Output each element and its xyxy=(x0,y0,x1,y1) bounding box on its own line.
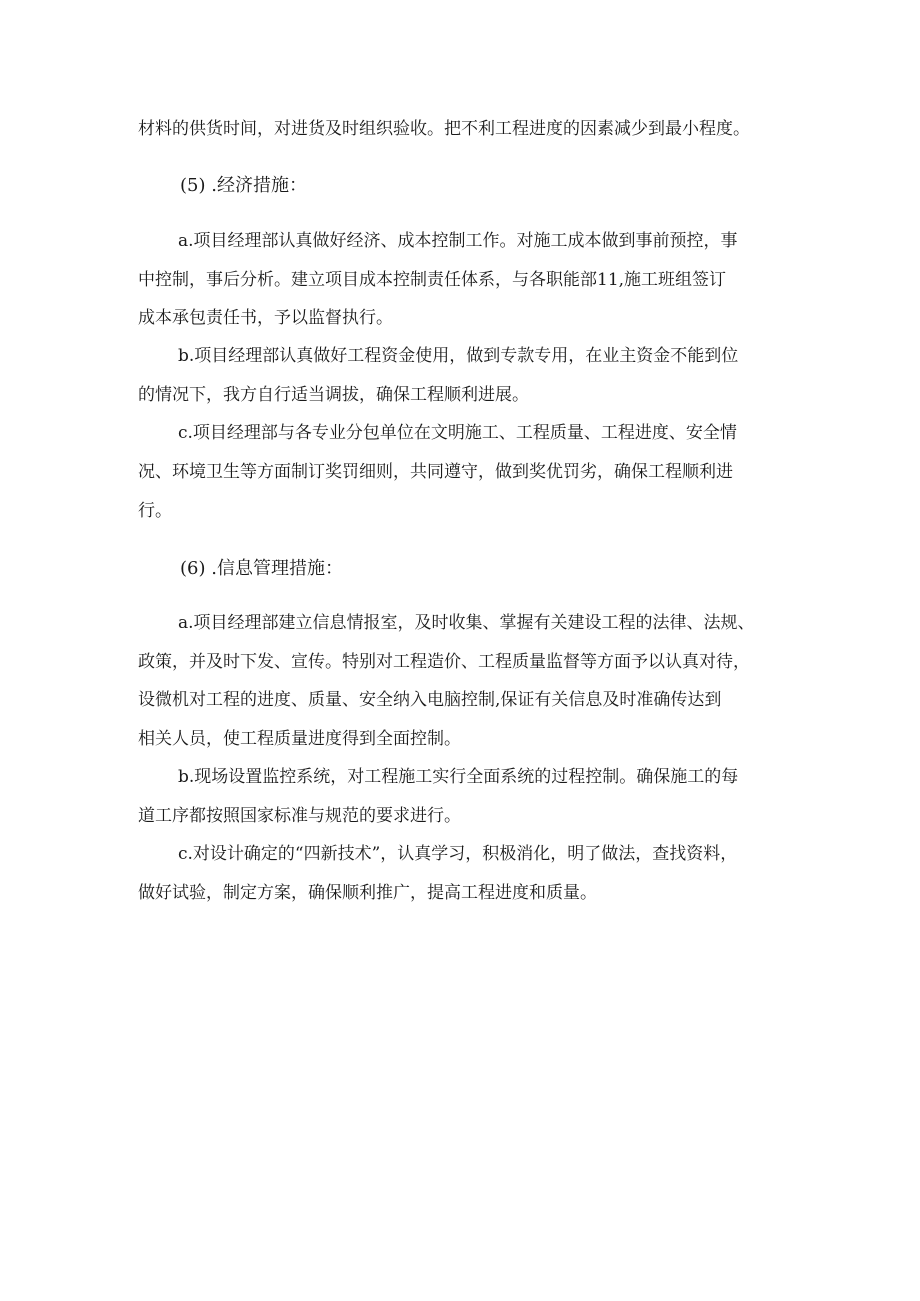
paragraph-line: 中控制，事后分析。建立项目成本控制责任体系，与各职能部11,施工班组签订 xyxy=(138,270,727,290)
paragraph-line: 的情况下，我方自行适当调拔，确保工程顺利进展。 xyxy=(138,385,529,405)
paragraph-line: a.项目经理部认真做好经济、成本控制工作。对施工成本做到事前预控，事 xyxy=(178,231,738,251)
paragraph-line: b.项目经理部认真做好工程资金使用，做到专款专用，在业主资金不能到位 xyxy=(178,346,739,366)
paragraph-line: 况、环境卫生等方面制订奖罚细则，共同遵守，做到奖优罚劣，确保工程顺利进 xyxy=(138,462,733,482)
paragraph-line: 道工序都按照国家标准与规范的要求进行。 xyxy=(138,806,461,826)
paragraph-line: 做好试验，制定方案，确保顺利推广，提高工程进度和质量。 xyxy=(138,883,597,903)
paragraph-line: c.项目经理部与各专业分包单位在文明施工、工程质量、工程进度、安全情 xyxy=(178,423,737,443)
section-heading: (6) .信息管理措施： xyxy=(180,558,343,579)
paragraph-line: 相关人员，使工程质量进度得到全面控制。 xyxy=(138,729,461,749)
paragraph-line: 设微机对工程的进度、质量、安全纳入电脑控制,保证有关信息及时准确传达到 xyxy=(138,690,722,710)
paragraph-line: 政策，并及时下发、宣传。特别对工程造价、工程质量监督等方面予以认真对待， xyxy=(138,652,750,672)
paragraph-line: 行。 xyxy=(138,501,172,521)
paragraph-line: b.现场设置监控系统，对工程施工实行全面系统的过程控制。确保施工的每 xyxy=(178,767,739,787)
paragraph-line: c.对设计确定的“四新技术”，认真学习，积极消化，明了做法，查找资料， xyxy=(178,844,738,864)
section-heading: (5) .经济措施： xyxy=(180,175,307,196)
paragraph-line: a.项目经理部建立信息情报室，及时收集、掌握有关建设工程的法律、法规、 xyxy=(178,613,755,633)
paragraph-line: 材料的供货时间，对进货及时组织验收。把不利工程进度的因素减少到最小程度。 xyxy=(138,119,750,139)
paragraph-line: 成本承包责任书，予以监督执行。 xyxy=(138,308,393,328)
